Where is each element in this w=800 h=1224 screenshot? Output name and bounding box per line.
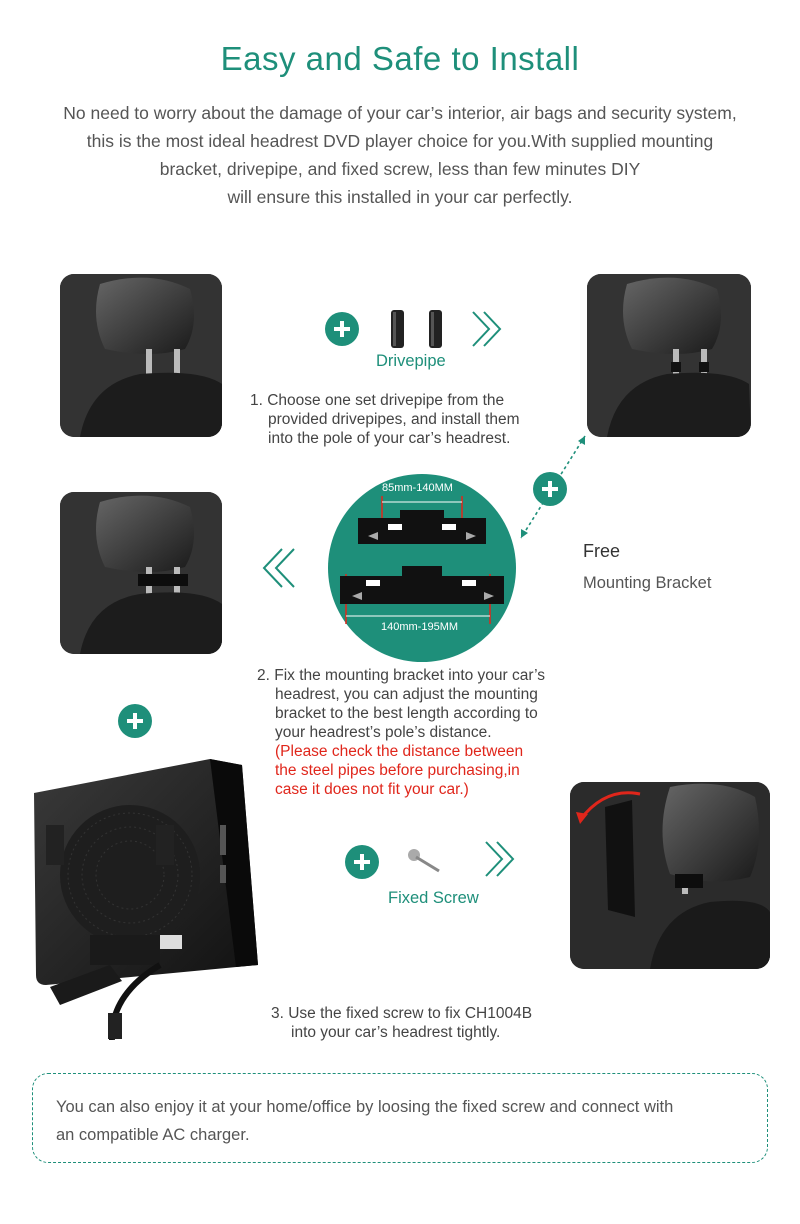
intro-line: bracket, drivepipe, and fixed screw, less than few minutes DIY [159, 159, 641, 179]
fixed-screw-label: Fixed Screw [388, 889, 479, 907]
intro-line: No need to worry about the damage of your car’s interior, air bags and security system, [63, 103, 737, 123]
drivepipe-label: Drivepipe [376, 352, 446, 370]
drivepipe-icon [388, 309, 450, 354]
headrest-photo-installed [570, 782, 770, 969]
plus-icon [118, 704, 152, 738]
plus-icon [345, 845, 379, 879]
step-line: into the pole of your car’s headrest. [268, 430, 511, 447]
intro-paragraph [20, 99, 780, 211]
page-title: Easy and Safe to Install [220, 40, 580, 77]
mounting-bracket-label: Mounting Bracket [583, 574, 712, 592]
bracket-long-range: 140mm-195MM [381, 621, 459, 633]
step-line: 2. Fix the mounting bracket into your car’s [257, 667, 546, 684]
step-line: 1. Choose one set drivepipe from the [250, 392, 505, 409]
step-line: into your car’s headrest tightly. [291, 1024, 501, 1041]
headrest-photo-drivepipe [587, 274, 751, 437]
warning-line: (Please check the distance between [275, 743, 524, 760]
intro-line: this is the most ideal headrest DVD player choice for you.With supplied mounting [86, 131, 714, 151]
bracket-short-range: 85mm-140MM [382, 482, 453, 494]
screw-icon [405, 847, 445, 880]
chevron-left-icon [258, 547, 298, 594]
step-line: headrest, you can adjust the mounting [275, 686, 538, 703]
step-line: bracket to the best length according to [275, 705, 538, 722]
note-line: You can also enjoy it at your home/office by loosing the fixed screw and connect with [56, 1098, 674, 1116]
step-1-text [250, 391, 520, 448]
step-line: 3. Use the fixed screw to fix CH1004B [271, 1005, 533, 1022]
plus-icon [325, 312, 359, 346]
free-label: Free [583, 541, 621, 561]
step-line: provided drivepipes, and install them [268, 411, 520, 428]
note-text [56, 1093, 766, 1149]
chevron-right-icon [483, 840, 519, 883]
plus-icon [533, 472, 567, 506]
warning-line: case it does not fit your car.) [275, 781, 469, 798]
warning-line: the steel pipes before purchasing,in [275, 762, 520, 779]
mounting-bracket-illustration [328, 474, 516, 667]
step-3-text [271, 1004, 532, 1042]
chevron-right-icon [470, 310, 506, 353]
step-line: your headrest’s pole’s distance. [275, 724, 492, 741]
monitor-rear-illustration [30, 755, 262, 1045]
step-2-text [257, 666, 545, 799]
headrest-photo-bracket [60, 492, 222, 654]
intro-line: will ensure this installed in your car perfectly. [227, 187, 573, 207]
note-line: an compatible AC charger. [56, 1126, 250, 1144]
headrest-photo-bare [60, 274, 222, 437]
